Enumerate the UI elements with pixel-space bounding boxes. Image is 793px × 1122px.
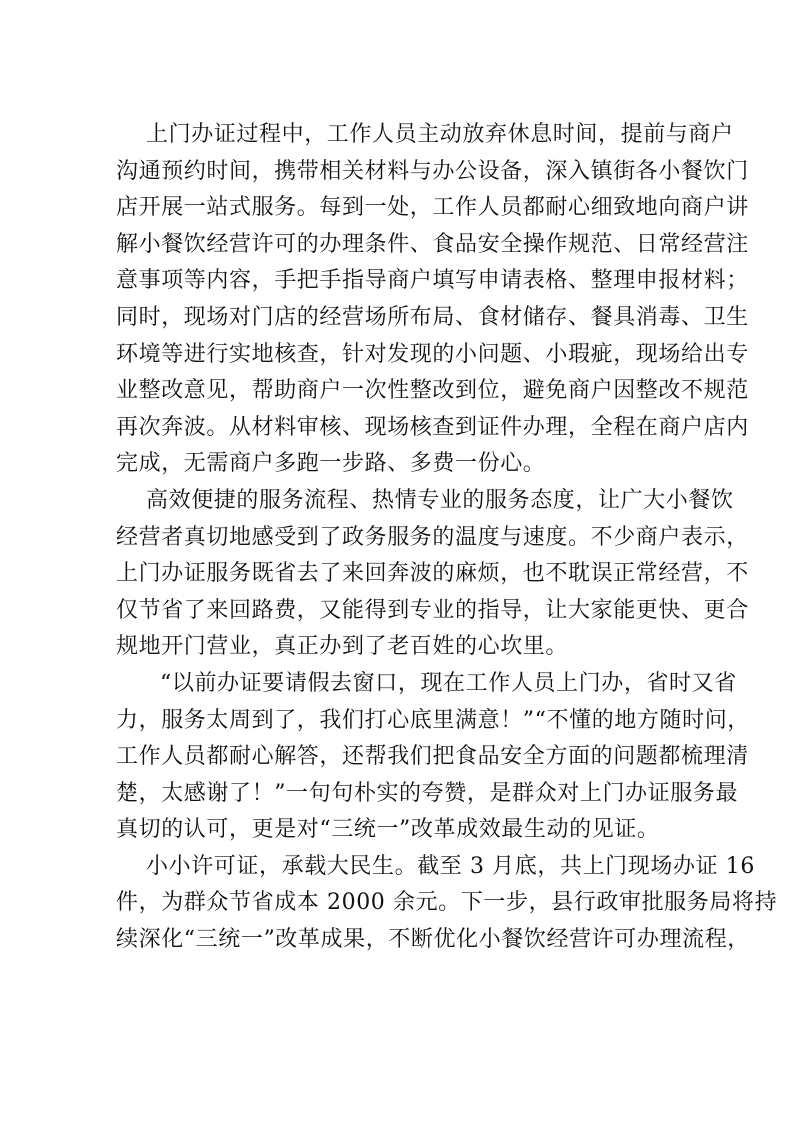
text-line: 工作人员都耐心解答，还帮我们把食品安全方面的问题都梳理清 xyxy=(116,744,749,770)
paragraph-quotes xyxy=(116,666,750,849)
text-line: 上门办证服务既省去了来回奔波的麻烦，也不耽误正常经营，不 xyxy=(116,561,749,587)
text-line: 力，服务太周到了，我们打心底里满意！”“不懂的地方随时问， xyxy=(116,707,750,733)
text-line: 仅节省了来回路费，又能得到专业的指导，让大家能更快、更合 xyxy=(116,597,749,623)
text-line: 环境等进行实地核查，针对发现的小问题、小瑕疵，现场给出专 xyxy=(116,341,749,367)
text-line: 高效便捷的服务流程、热情专业的服务态度，让广大小餐饮 xyxy=(146,487,734,513)
text-line: 上门办证过程中，工作人员主动放弃休息时间，提前与商户 xyxy=(146,122,734,147)
text-line: 完成，无需商户多跑一步路、多费一份心。 xyxy=(116,451,546,477)
text-line: 规地开门营业，真正办到了老百姓的心坎里。 xyxy=(116,634,569,660)
text-line: 业整改意见，帮助商户一次性整改到位，避免商户因整改不规范 xyxy=(116,378,749,404)
document-body xyxy=(116,117,778,959)
paragraph-results-next-steps xyxy=(116,849,778,959)
text-line: 意事项等内容，手把手指导商户填写申请表格、整理申报材料； xyxy=(116,268,749,294)
text-line: 沟通预约时间，携带相关材料与办公设备，深入镇街各小餐饮门 xyxy=(116,158,749,184)
text-line: 再次奔波。从材料审核、现场核查到证件办理，全程在商户店内 xyxy=(116,414,749,440)
text-line: 楚，太感谢了！”一句句朴实的夸赞，是群众对上门办证服务最 xyxy=(116,780,739,806)
text-line: 真切的认可，更是对“三统一”改革成效最生动的见证。 xyxy=(116,817,660,843)
text-line: 解小餐饮经营许可的办理条件、食品安全操作规范、日常经营注 xyxy=(116,231,749,257)
text-line: 续深化“三统一”改革成果，不断优化小餐饮经营许可办理流程， xyxy=(116,927,750,953)
text-line: 小小许可证，承载大民生。截至 3 月底，共上门现场办证 16 xyxy=(146,853,755,879)
text-line: 同时，现场对门店的经营场所布局、食材储存、餐具消毒、卫生 xyxy=(116,304,749,330)
text-line: 件，为群众节省成本 2000 余元。下一步，县行政审批服务局将持 xyxy=(116,890,778,916)
text-line: 店开展一站式服务。每到一处，工作人员都耐心细致地向商户讲 xyxy=(116,195,749,221)
text-line: “以前办证要请假去窗口，现在工作人员上门办，省时又省 xyxy=(160,670,737,696)
text-line: 经营者真切地感受到了政务服务的温度与速度。不少商户表示， xyxy=(116,524,749,550)
paragraph-onsite-service xyxy=(116,117,749,483)
paragraph-merchant-feedback xyxy=(116,483,749,666)
